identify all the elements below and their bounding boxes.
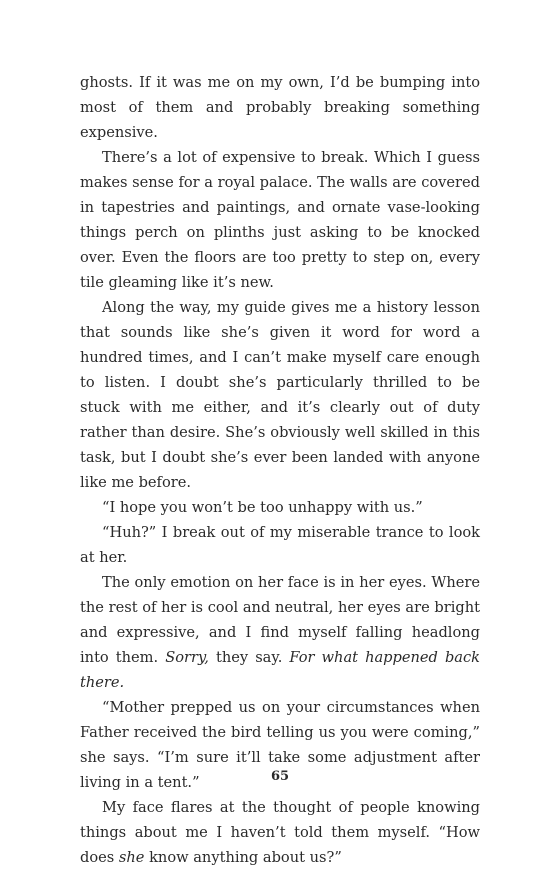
page-number: 65 <box>270 769 290 784</box>
italic-text: Sorry, <box>165 649 209 666</box>
paragraph <box>80 570 480 695</box>
paragraph-text: The only emotion on her face is in her eyes. Where the rest of her is cool and neutral, her eyes are bright and expressive, and I find myself falling headlong into them. <box>80 574 480 666</box>
dialogue-paragraph: “Mother prepped us on your circumstances when Father received the bird telling us you were coming,” she says. “I’m sure it’ll take some adjustment after living in a tent.” <box>80 699 480 791</box>
dialogue-paragraph: “I hope you won’t be too unhappy with us.” <box>102 499 423 516</box>
italic-text: she <box>118 849 145 866</box>
paragraph: Along the way, my guide gives me a history lesson that sounds like she’s given it word for word a hundred times, and I can’t make myself care enough to listen. I doubt she’s particularly thrilled to be stuck with me either, and it’s clearly out of duty rather than desire. She’s obviously well skilled in this task, but I doubt she’s ever been landed with anyone like me before. <box>80 299 480 491</box>
book-page-text <box>80 70 480 870</box>
paragraph: ghosts. If it was me on my own, I’d be bumping into most of them and probably breaking something expensive. <box>80 74 480 141</box>
paragraph-text: know anything about us?” <box>144 849 342 866</box>
dialogue-paragraph: “Huh?” I break out of my miserable trance to look at her. <box>80 524 480 566</box>
paragraph: There’s a lot of expensive to break. Which I guess makes sense for a royal palace. The walls are covered in tapestries and paintings, and ornate vase-looking things perch on plinths just asking to be knocked over. Even the floors are too pretty to step on, every tile gleaming like it’s new. <box>80 149 480 291</box>
paragraph <box>80 795 480 870</box>
italic-text: For what happened back there. <box>80 649 481 691</box>
paragraph-text: they say. <box>208 649 290 666</box>
paragraph-text: My face flares at the thought of people knowing things about me I haven’t told them myself. “How does <box>80 799 480 866</box>
